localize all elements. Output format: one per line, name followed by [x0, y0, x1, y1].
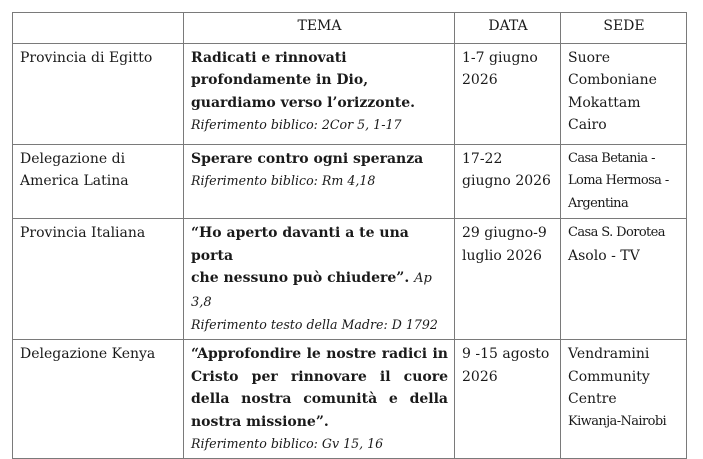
date-cell: 1-7 giugno 2026	[455, 43, 561, 144]
header-row	[13, 13, 687, 44]
table-row	[13, 43, 687, 144]
biblical-reference: Riferimento biblico: Gv 15, 16	[191, 436, 384, 451]
venue-cell: Vendramini Community Centre Kiwanja-Nairobi	[561, 340, 687, 459]
theme-text: “Ho aperto davanti a te una porta che nessuno può chiudere”. Ap 3,8	[191, 225, 432, 310]
date-cell: 9 -15 agosto 2026	[455, 340, 561, 459]
table-row	[13, 340, 687, 459]
date-cell: 17-22 giugno 2026	[455, 144, 561, 219]
theme-text: “Approfondire le nostre radici in Cristo per rinnovare il cuore della nostra comunità e della nostra missione”.	[191, 346, 448, 430]
theme-cell	[184, 43, 455, 144]
venue-cell: Casa S. Dorotea Asolo - TV	[561, 219, 687, 340]
header-sede: SEDE	[561, 13, 687, 44]
text-reference: Riferimento testo della Madre: D 1792	[191, 317, 438, 332]
header-tema: TEMA	[184, 13, 455, 44]
theme-text: Sperare contro ogni speranza	[191, 150, 424, 167]
date-cell: 29 giugno-9 luglio 2026	[455, 219, 561, 340]
venue-cell: Casa Betania - Loma Hermosa - Argentina	[561, 144, 687, 219]
biblical-reference: Riferimento biblico: Rm 4,18	[191, 173, 376, 188]
location-cell: Provincia Italiana	[13, 219, 184, 340]
theme-cell	[184, 219, 455, 340]
venue-cell: Suore Comboniane Mokattam Cairo	[561, 43, 687, 144]
retreat-schedule-table	[12, 12, 687, 459]
theme-cell	[184, 340, 455, 459]
table-row	[13, 144, 687, 219]
theme-text: Radicati e rinnovati profondamente in Dio, guardiamo verso l’orizzonte.	[191, 49, 416, 111]
location-cell: Provincia di Egitto	[13, 43, 184, 144]
table-row	[13, 219, 687, 340]
header-data: DATA	[455, 13, 561, 44]
theme-cell	[184, 144, 455, 219]
inline-reference: Ap 3,8	[191, 271, 432, 310]
location-cell: Delegazione Kenya	[13, 340, 184, 459]
location-cell: Delegazione di America Latina	[13, 144, 184, 219]
biblical-reference: Riferimento biblico: 2Cor 5, 1-17	[191, 117, 402, 132]
header-empty	[13, 13, 184, 44]
